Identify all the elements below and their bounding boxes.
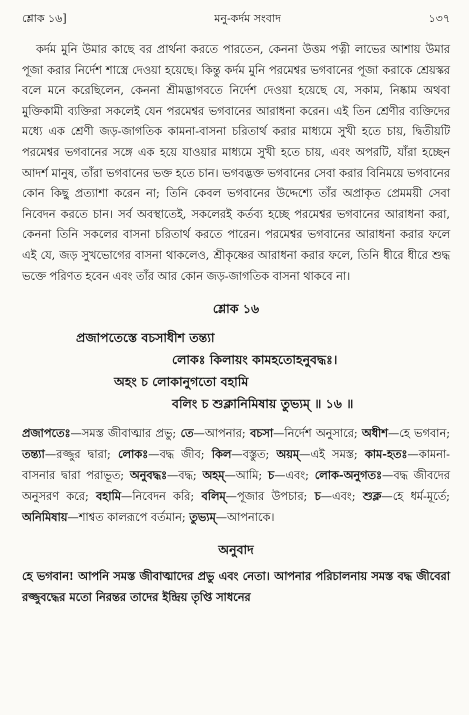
synonym-word: অনিমিষায় — [22, 510, 68, 525]
synonym-meaning: —আপনাকে। — [215, 511, 275, 525]
synonym-word: তুভ্যম্ — [189, 510, 216, 525]
page-number: ১৩৭ — [428, 11, 450, 25]
synonym-meaning: —নির্দেশ অনুসারে; — [273, 427, 362, 441]
synonym-word: অহম্ — [202, 468, 225, 483]
synonym-meaning: —নিবেদন করি; — [121, 490, 202, 504]
synonym-meaning: —এবং; — [320, 490, 363, 504]
synonym-meaning: —আপনার; — [193, 427, 250, 441]
book-page — [22, 10, 450, 608]
synonym-meaning: —আমি; — [224, 469, 268, 483]
synonym-word: চ — [314, 489, 321, 504]
synonym-word: বচসা — [249, 426, 274, 441]
synonym-meaning: —শাশ্বত কালরূপে বর্তমান; — [67, 511, 190, 525]
verse-line: লোকঃ কিলায়ং কামহতোহনুবদ্ধঃ। — [172, 352, 338, 368]
verse-line: বলিং চ শুক্লানিমিষায় তুভ্যম্ ॥ ১৬ ॥ — [172, 396, 354, 412]
verse-line: প্রজাপতেস্তে বচসাধীশ তন্ত্যা — [76, 330, 215, 346]
synonym-meaning: —কামনা-বাসনার দ্বারা পরাভূত; — [22, 448, 450, 483]
synonym-word: অধীশ — [361, 426, 388, 441]
synonym-meaning: —হে ভগবান; — [387, 427, 450, 441]
translation-text: হে ভগবান! আপনি সমস্ত জীবাত্মাদের প্রভু এবং নেতা। আপনার পরিচালনায় সমস্ত বদ্ধ জীবেরা রজ্জুবদ্ধের মতো নিরন্তর তাদের ইন্দ্রিয় তৃপ্তি সাধনের — [22, 569, 450, 605]
synonym-word: কিল — [211, 447, 232, 462]
synonym-meaning: —বদ্ধ জীবদের অনুসরণ করে; — [22, 469, 450, 504]
translation-title: অনুবাদ — [218, 542, 254, 558]
synonym-meaning: —বস্তুত; — [231, 448, 277, 462]
synonyms-paragraph — [22, 423, 450, 528]
synonym-word: লোকঃ — [117, 447, 149, 462]
synonym-meaning: —রজ্জুর দ্বারা; — [44, 448, 118, 462]
synonym-meaning: —সমস্ত জীবাত্মার প্রভু; — [70, 427, 181, 441]
synonym-meaning: —এবং; — [274, 469, 315, 483]
synonym-word: কাম-হতঃ — [364, 447, 408, 462]
synonym-word: তন্ত্যা — [22, 447, 45, 462]
synonym-meaning: —বদ্ধ; — [167, 469, 203, 483]
chapter-title: মনু-কর্দম সংবাদ — [214, 11, 281, 25]
synonym-word: প্রজাপতেঃ — [22, 426, 71, 441]
verse-line: অহং চ লোকানুগতো বহামি — [114, 374, 249, 390]
synonym-meaning: —হে ধর্ম-মূর্তে; — [381, 490, 450, 504]
page-header — [22, 10, 450, 28]
synonym-word: তে — [180, 426, 194, 441]
synonym-meaning: —বদ্ধ জীব; — [148, 448, 212, 462]
synonym-meaning: —পূজার উপচার; — [225, 490, 315, 504]
verse-title: শ্লোক ১৬ — [212, 301, 260, 317]
synonym-word: বহামি — [96, 489, 122, 504]
synonym-word: অনুবদ্ধঃ — [129, 468, 167, 483]
synonym-word: অয়ম্ — [276, 447, 300, 462]
synonym-word: বলিম্ — [201, 489, 226, 504]
synonym-word: লোক-অনুগতঃ — [314, 468, 383, 483]
synonym-word: শুক্ল — [362, 489, 382, 504]
verse-text — [22, 327, 450, 415]
verse-reference: শ্লোক ১৬] — [22, 11, 67, 25]
purport-paragraph — [22, 40, 450, 287]
synonym-meaning: —এই সমস্ত; — [299, 448, 365, 462]
purport-text: কর্দম মুনি উমার কাছে বর প্রার্থনা করতে পারতেন, কেননা উত্তম পত্নী লাভের আশায় উমার পূজা করার নির্দেশ শাস্ত্রে দেওয়া হয়েছে। কিন্তু কর্দম মুনি পরমেশ্বর ভগবানের পূজা করাকে শ্রেয়স্কর বলে মনে করেছিলেন, কেননা শ্রীমদ্ভাগবতে নির্দেশ দেওয়া হয়েছে যে, সকাম, নিষ্কাম অথবা মুক্তিকামী ব্যক্তিরা সকলেই যেন পরমেশ্বর ভগবানের আরাধনা করেন। এই তিন শ্রেণীর ব্যক্তিদের মধ্যে এক শ্রেণী জড়-জাগতিক কামনা-বাসনা চরিতার্থ করার মাধ্যমে সুখী হতে চায়, দ্বিতীয়টি পরমেশ্বর ভগবানের সঙ্গে এক হয়ে যাওয়ার মাধ্যমে সুখী হতে চায়, এবং অপরটি, যাঁরা হচ্ছেন আদর্শ মানুষ, তাঁরা ভগবানের ভক্ত হতে চান। ভগবদ্ভক্ত ভগবানের সেবা করার বিনিময়ে ভগবানের কোন কিছু প্রত্যাশা করেন না; তিনি কেবল ভগবানের উদ্দেশ্যে তাঁর অপ্রাকৃত প্রেমময়ী সেবা নিবেদন করতে চান। সর্ব অবস্থাতেই, সকলেরই কর্তব্য হচ্ছে পরমেশ্বর ভগবানের আরাধনা করা, কেননা তিনি সকলের বাসনা চরিতার্থ করতে পারেন। পরমেশ্বর ভগবানের আরাধনা করার ফলে এই যে, জড় সুখভোগের বাসনা থাকলেও, শ্রীকৃষ্ণের আরাধনা করার ফলে, তিনি ধীরে ধীরে শুদ্ধ ভক্তে পরিণত হবেন এবং তাঁর আর কোন জড়-জাগতিক বাসনা থাকবে না। — [22, 43, 450, 283]
synonym-word: চ — [267, 468, 275, 483]
